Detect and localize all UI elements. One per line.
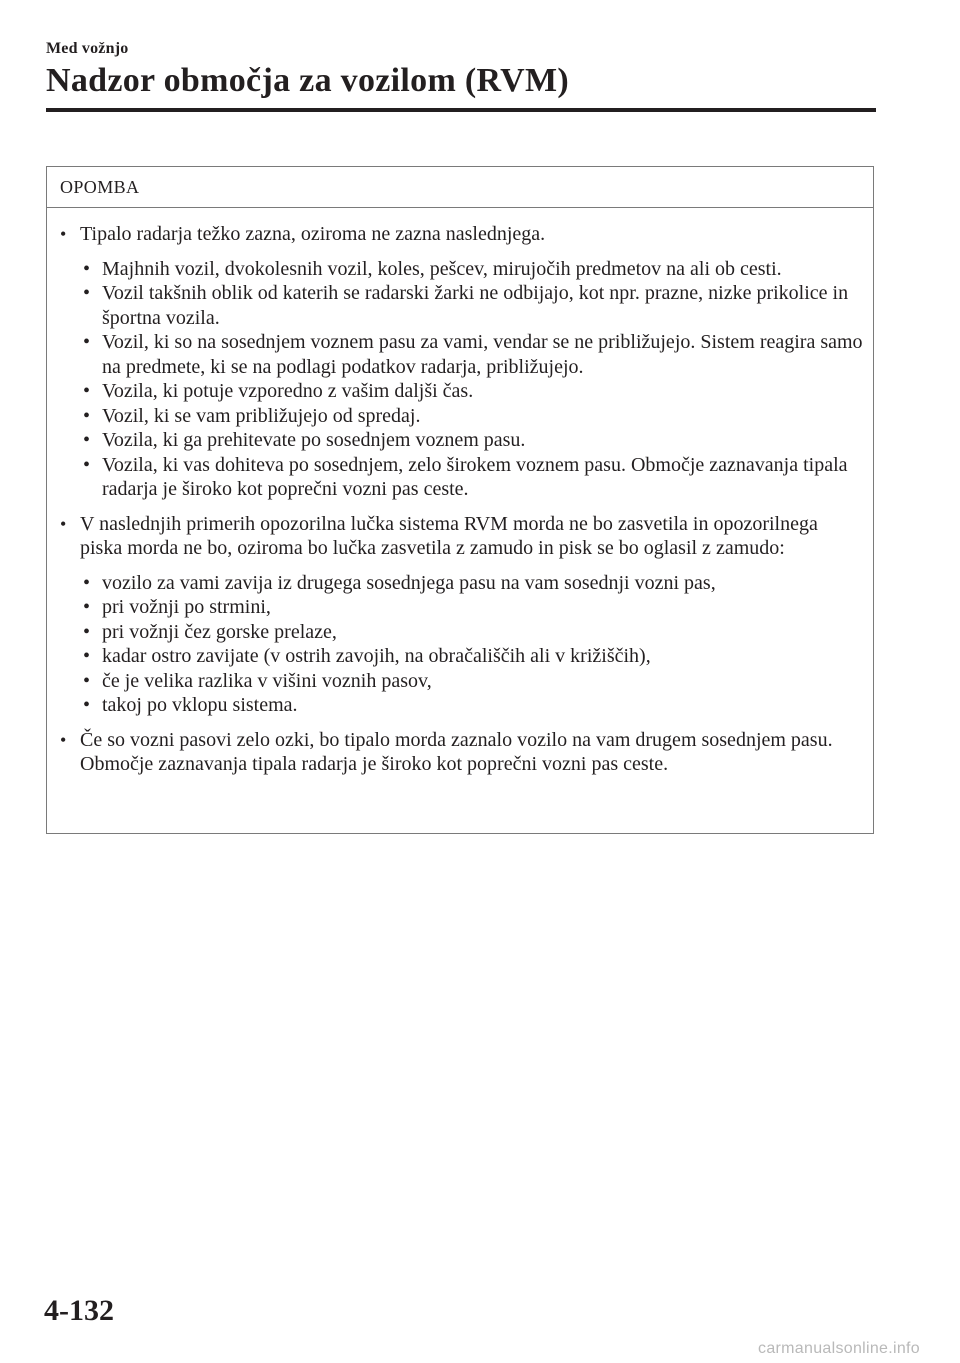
sub-list <box>80 571 863 718</box>
list-item-text: Vozil, ki so na sosednjem voznem pasu za vami, vendar se ne približujejo. Sistem reagira samo na predmete, ki se na podlagi podatkov radarja, približujejo. <box>102 331 863 378</box>
sub-bullet-icon: • <box>83 645 91 667</box>
list-item <box>80 669 863 694</box>
list-item-text: pri vožnji po strmini, <box>102 596 271 618</box>
list-item-text: kadar ostro zavijate (v ostrih zavojih, na obračališčih ali v križiščih), <box>102 645 651 667</box>
sub-list <box>80 257 863 502</box>
bullet-dot-icon: • <box>60 224 67 244</box>
list-item <box>80 257 863 282</box>
note-paragraph: V naslednjih primerih opozorilna lučka sistema RVM morda ne bo zasvetila in opozorilnega piska morda ne bo, oziroma bo lučka zasvetila z zamudo in pisk se bo oglasil z zamudo: <box>80 512 818 559</box>
sub-bullet-icon: • <box>83 331 91 353</box>
list-item <box>80 281 863 330</box>
list-item <box>80 571 863 596</box>
list-item-text: Majhnih vozil, dvokolesnih vozil, koles, pešcev, mirujočih predmetov na ali ob cesti. <box>102 257 782 280</box>
list-item <box>80 404 863 429</box>
list-item <box>80 620 863 645</box>
title-divider <box>46 108 876 112</box>
bullet-dot-icon: • <box>60 513 67 534</box>
list-item <box>80 453 863 502</box>
note-paragraph: Če so vozni pasovi zelo ozki, bo tipalo morda zaznalo vozilo na vam drugem sosednjem pasu. Območje zaznavanja tipala radarja je široko kot poprečni vozni pas ceste. <box>80 728 833 775</box>
list-item <box>80 693 863 718</box>
sub-bullet-icon: • <box>83 429 91 451</box>
sub-bullet-icon: • <box>83 453 91 476</box>
note-paragraph: Tipalo radarja težko zazna, oziroma ne zazna naslednjega. <box>80 223 546 245</box>
list-item <box>80 379 863 404</box>
list-item-text: vozilo za vami zavija iz drugega sosednjega pasu na vam sosednji vozni pas, <box>102 571 716 594</box>
note-box <box>46 166 874 834</box>
sub-bullet-icon: • <box>83 257 91 280</box>
section-label: Med vožnjo <box>46 40 129 57</box>
sub-bullet-icon: • <box>83 282 91 304</box>
sub-bullet-icon: • <box>83 571 91 594</box>
sub-bullet-icon: • <box>83 404 91 427</box>
list-item <box>80 644 863 669</box>
note-bullet-block <box>60 512 863 718</box>
list-item-text: če je velika razlika v višini voznih pasov, <box>102 669 432 692</box>
list-item-text: Vozila, ki ga prehitevate po sosednjem voznem pasu. <box>102 429 526 451</box>
sub-bullet-icon: • <box>83 380 91 402</box>
note-bullet-block <box>60 222 863 502</box>
list-item-text: Vozil takšnih oblik od katerih se radarski žarki ne odbijajo, kot npr. prazne, nizke prikolice in športna vozila. <box>102 282 849 329</box>
list-item-text: Vozila, ki vas dohiteva po sosednjem, zelo širokem voznem pasu. Območje zaznavanja tipala radarja je široko kot poprečni vozni pas ceste. <box>102 453 848 500</box>
watermark: carmanualsonline.info <box>758 1340 920 1357</box>
sub-bullet-icon: • <box>83 620 91 643</box>
list-item <box>80 595 863 620</box>
list-item-text: Vozila, ki potuje vzporedno z vašim daljši čas. <box>102 380 474 402</box>
list-item-text: takoj po vklopu sistema. <box>102 694 298 716</box>
page-title: Nadzor območja za vozilom (RVM) <box>46 62 570 99</box>
list-item-text: pri vožnji čez gorske prelaze, <box>102 620 337 643</box>
sub-bullet-icon: • <box>83 694 91 716</box>
list-item-text: Vozil, ki se vam približujejo od spredaj. <box>102 404 421 427</box>
sub-bullet-icon: • <box>83 596 91 618</box>
note-body <box>47 208 873 777</box>
list-item <box>80 330 863 379</box>
note-bullet-block <box>60 728 863 777</box>
note-heading: OPOMBA <box>47 167 873 208</box>
page-number: 4-132 <box>44 1294 114 1327</box>
sub-bullet-icon: • <box>83 669 91 692</box>
list-item <box>80 428 863 453</box>
bullet-dot-icon: • <box>60 729 67 750</box>
